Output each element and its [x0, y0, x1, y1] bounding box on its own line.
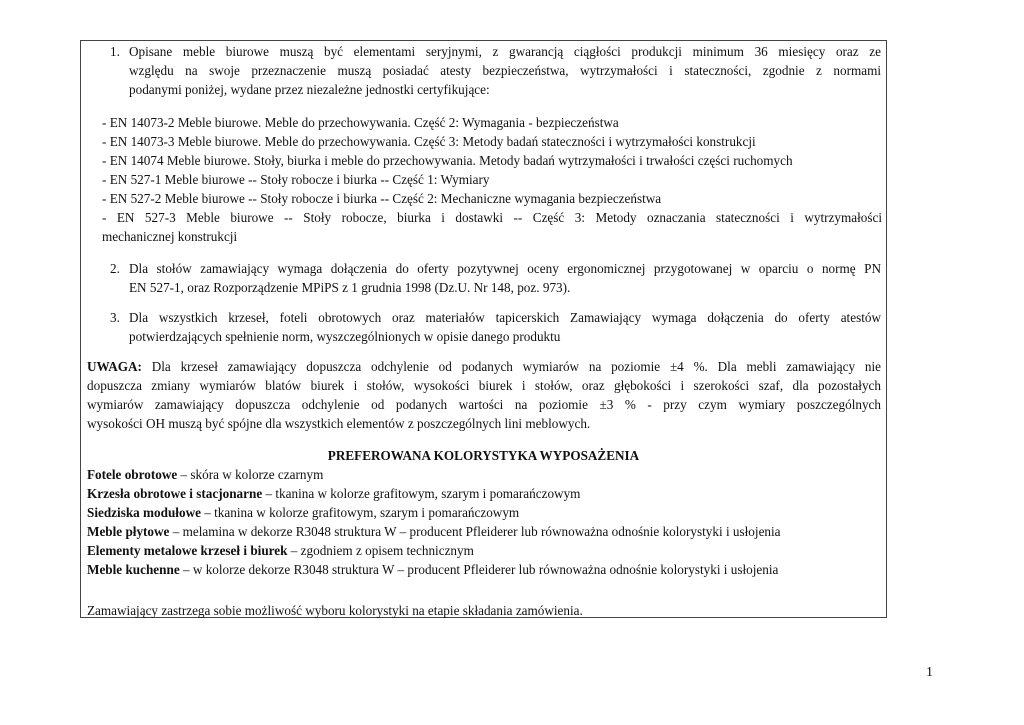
colors-heading: PREFEROWANA KOLORYSTYKA WYPOSAŻENIA: [327, 448, 640, 463]
page-number: 1: [926, 665, 933, 680]
text-line: względu na swoje przeznaczenie muszą posiadać atesty bezpieczeństwa, wytrzymałości i stateczności, zgodnie z normami: [129, 63, 881, 78]
color-item: [87, 560, 885, 579]
closing-note: Zamawiający zastrzega sobie możliwość wyboru kolorystyki na etapie składania zamówienia.: [87, 603, 583, 618]
norm-item: mechanicznej konstrukcji: [102, 229, 238, 244]
uwaga-line: wymiarów zamawiający dopuszcza odchylenie od podanych wartości na poziomie ±3 % - przy czym wymiary poszczególnych: [87, 397, 881, 412]
norm-item: - EN 14074 Meble biurowe. Stoły, biurka i meble do przechowywania. Metody badań wytrzymałości i trwałości części ruchomych: [102, 153, 793, 168]
uwaga-line: [87, 357, 881, 376]
text-line: potwierdzających spełnienie norm, wyszczególnionych w opisie danego produktu: [129, 329, 561, 344]
color-item-text: – zgodniem z opisem technicznym: [287, 543, 474, 558]
color-item-label: Siedziska modułowe: [87, 505, 201, 520]
uwaga-block: [87, 357, 881, 433]
color-item: [87, 522, 885, 541]
norm-item: - EN 527-2 Meble biurowe -- Stoły robocze i biurka -- Część 2: Mechaniczne wymagania bezpieczeństwa: [102, 191, 662, 206]
color-item: [87, 541, 885, 560]
color-item: [87, 484, 885, 503]
item-number: 3.: [110, 310, 120, 325]
norm-item: - EN 14073-3 Meble biurowe. Meble do przechowywania. Część 3: Metody badań stateczności i wytrzymałości konstrukcji: [102, 134, 756, 149]
color-item-text: – melamina w dekorze R3048 struktura W – producent Pfleiderer lub równoważna odnośnie kolorystyki i usłojenia: [169, 524, 781, 539]
uwaga-text: Dla krzeseł zamawiający dopuszcza odchylenie od podanych wymiarów na poziomie ±4 %. Dla mebli zamawiający nie: [141, 359, 881, 374]
item-1-text: [129, 42, 881, 99]
color-item-label: Meble płytowe: [87, 524, 170, 539]
color-item-text: – tkanina w kolorze grafitowym, szarym i pomarańczowym: [200, 505, 520, 520]
norm-item: - EN 14073-2 Meble biurowe. Meble do przechowywania. Część 2: Wymagania - bezpieczeństwa: [102, 115, 619, 130]
text-line: EN 527-1, oraz Rozporządzenie MPiPS z 1 grudnia 1998 (Dz.U. Nr 148, poz. 973).: [129, 280, 571, 295]
color-item-text: – w kolorze dekorze R3048 struktura W – producent Pfleiderer lub równoważna odnośnie kolorystyki i usłojenia: [179, 562, 779, 577]
norm-item: - EN 527-3 Meble biurowe -- Stoły robocze, biurka i dostawki -- Część 3: Metody oznaczania stateczności i wytrzymałości: [102, 210, 882, 225]
text-line: Opisane meble biurowe muszą być elementami seryjnymi, z gwarancją ciągłości produkcji minimum 36 miesięcy oraz ze: [129, 44, 881, 59]
colors-list: [87, 465, 885, 579]
text-line: podanymi poniżej, wydane przez niezależne jednostki certyfikujące:: [129, 82, 490, 97]
color-item: [87, 503, 885, 522]
uwaga-line: wysokości OH muszą być spójne dla wszystkich elementów z poszczególnych lini meblowych.: [87, 416, 591, 431]
color-item-label: Elementy metalowe krzeseł i biurek: [87, 543, 288, 558]
color-item-label: Fotele obrotowe: [87, 467, 178, 482]
color-item-label: Krzesła obrotowe i stacjonarne: [87, 486, 263, 501]
item-number: 2.: [110, 261, 120, 276]
color-item-label: Meble kuchenne: [87, 562, 180, 577]
color-item: [87, 465, 885, 484]
item-number: 1.: [110, 44, 120, 59]
item-3-text: [129, 308, 881, 346]
uwaga-line: dopuszcza zmiany wymiarów blatów biurek i stołów, wysokości biurek i stołów, oraz głębokości i szerokości szaf, dla pozostałych: [87, 378, 881, 393]
norms-list: [102, 113, 882, 246]
text-line: Dla wszystkich krzeseł, foteli obrotowych oraz materiałów tapicerskich Zamawiający wymaga dołączenia do oferty atestów: [129, 310, 881, 325]
item-2-text: [129, 259, 881, 297]
uwaga-label: UWAGA:: [87, 359, 142, 374]
color-item-text: – tkanina w kolorze grafitowym, szarym i pomarańczowym: [262, 486, 581, 501]
color-item-text: – skóra w kolorze czarnym: [177, 467, 324, 482]
norm-item: - EN 527-1 Meble biurowe -- Stoły robocze i biurka -- Część 1: Wymiary: [102, 172, 490, 187]
text-line: Dla stołów zamawiający wymaga dołączenia do oferty pozytywnej oceny ergonomicznej przygotowanej w oparciu o normę PN: [129, 261, 881, 276]
